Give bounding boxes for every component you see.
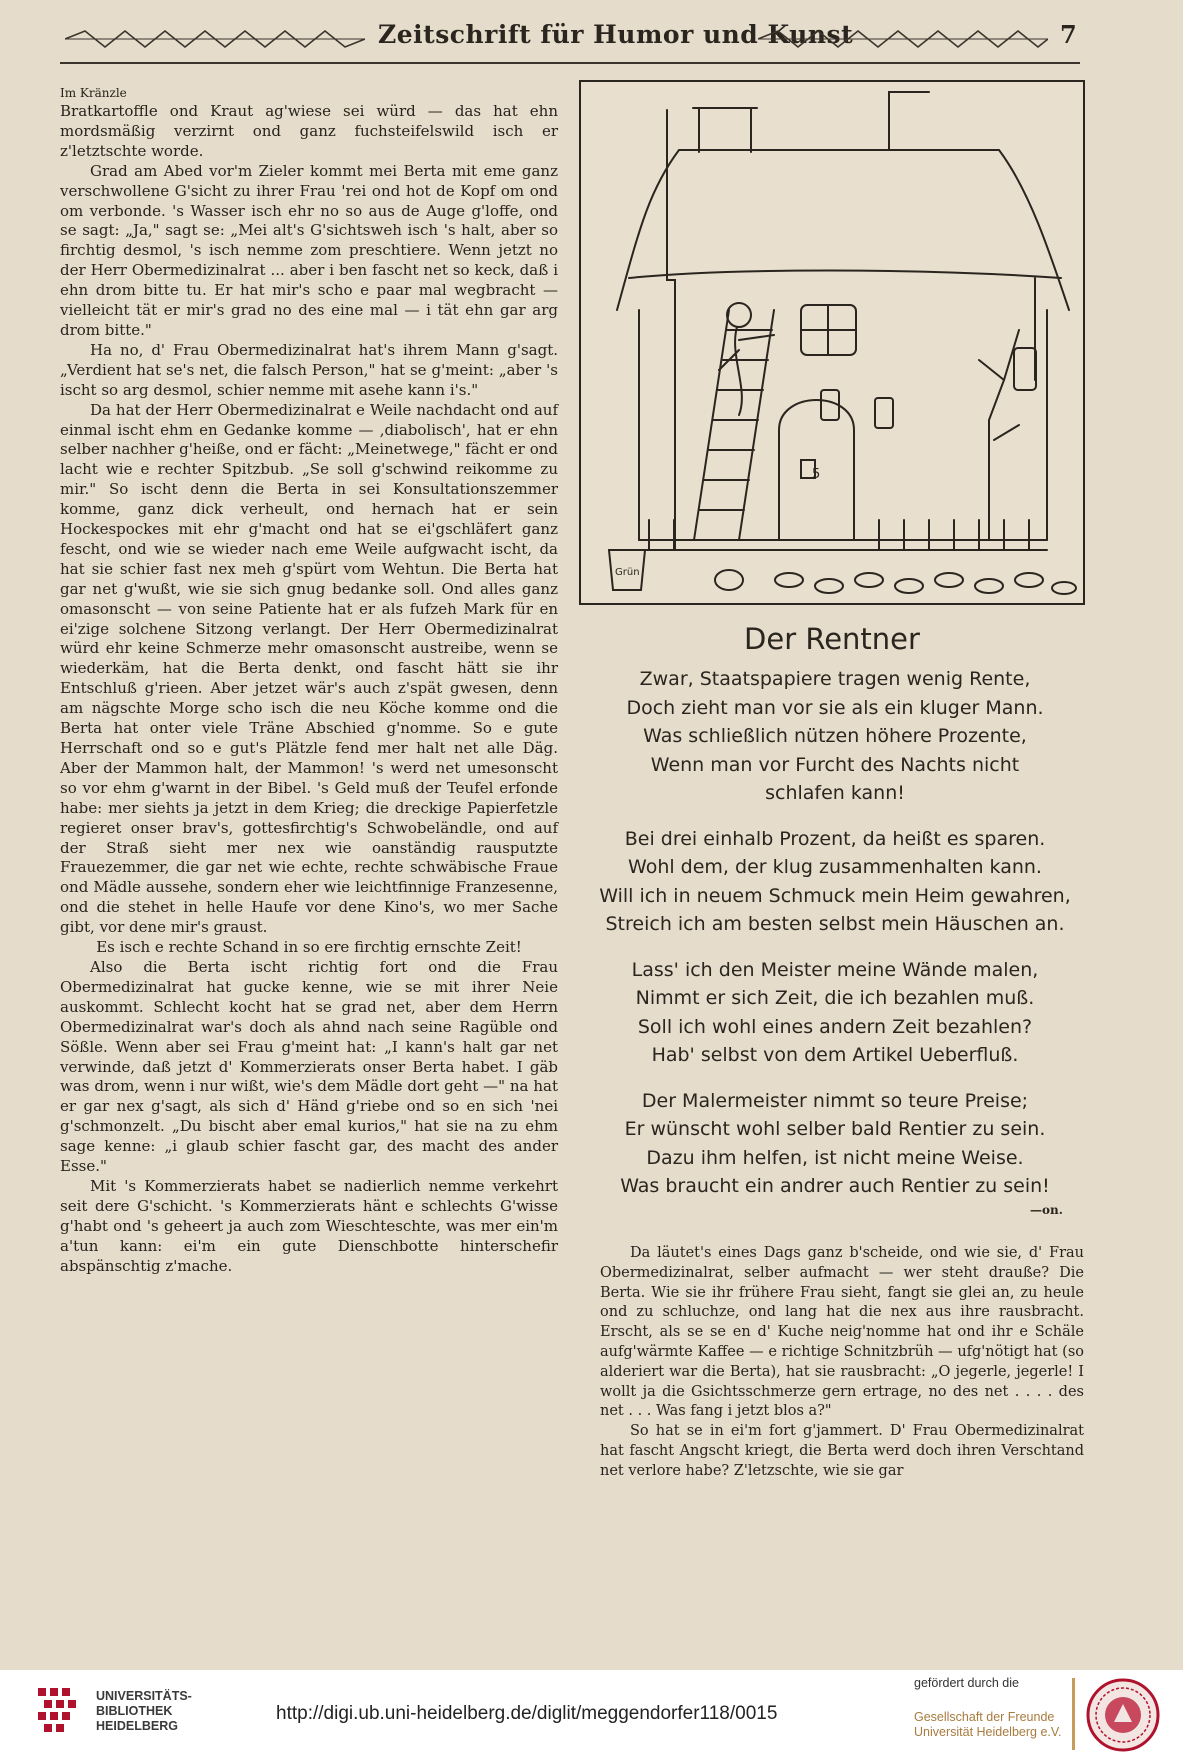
poem-line: Streich ich am besten selbst mein Häuschen an. <box>605 913 1065 935</box>
poem-line: Was braucht ein andrer auch Rentier zu sein! <box>620 1175 1050 1197</box>
poem-line: Wohl dem, der klug zusammenhalten kann. <box>628 856 1042 878</box>
story-paragraph: Ha no, d' Frau Obermedizinalrat hat's ihrem Mann g'sagt. „Verdient hat se's net, die falsch Person," hat se g'meint: „aber 's ischt so arg desmol, schier nemme mit asehe kann i's." <box>60 340 558 399</box>
bucket-label: Grün <box>615 567 640 578</box>
digitization-footer <box>0 1670 1183 1757</box>
story-paragraph: Mit 's Kommerzierats habet se nadierlich nemme verkehrt seit dere G'schicht. 's Kommerzierats hänt e schlechts G'wisse g'habt ond 's geheert ja auch zom Wieschteschte, was mer ein'm a'tun kann: ei'm ein gute Dienschbotte hinterschefir abspänschtig z'mache. <box>60 1176 558 1275</box>
story-paragraph: Es isch e rechte Schand in so ere firchtig ernschte Zeit! <box>96 938 522 957</box>
magazine-title: Zeitschrift für Humor und Kunst <box>378 20 854 49</box>
house-illustration <box>579 80 1085 605</box>
section-intro: Im Kränzle <box>60 86 127 100</box>
header-rule <box>60 62 1080 64</box>
poem-line: Zwar, Staatspapiere tragen wenig Rente, <box>639 668 1031 690</box>
story-paragraph: Grad am Abed vor'm Zieler kommt mei Berta mit eme ganz verschwollene G'sicht zu ihrer Frau 'rei ond hot de Kopf om ond om verbonde. 's Wasser isch ehr no so aus de Auge g'loffe, ond se sagt: „Ja," sagt se: „Mei alt's G'sichtsweh isch 's halt, aber so firchtig desmol, 's isch nemme zom preschtiere. Wenn jetzt no der Herr Obermedizinalrat ... aber i ben fascht net so keck, daß i ehn drom bitte tu. Er hat mir's scho e paar mal wegbracht — vielleicht tät er mir's grad no des eine mal — i tät ehn gar arg drom bitte." <box>60 161 558 339</box>
university-seal-icon <box>1086 1678 1160 1752</box>
poem-signature: —on. <box>1030 1203 1063 1217</box>
library-logo-icon <box>30 1684 80 1742</box>
story-paragraph: So hat se in ei'm fort g'jammert. D' Frau Obermedizinalrat hat fascht Angscht kriegt, die Berta werd doch ihren Verschtand net verlore habe? Z'letzschte, wie sie gar <box>600 1423 1084 1479</box>
header-ornament-left <box>65 28 365 50</box>
poem-line: Doch zieht man vor sie als ein kluger Mann. <box>626 696 1044 719</box>
poem-stanza <box>585 665 1085 808</box>
sponsor-name: Gesellschaft der Freunde Universität Heidelberg e.V. <box>914 1710 1062 1739</box>
poem-line: Hab' selbst von dem Artikel Ueberfluß. <box>651 1044 1019 1066</box>
poem-stanza <box>585 1087 1085 1201</box>
poem-title: Der Rentner <box>744 622 920 656</box>
poem-line: Wenn man vor Furcht des Nachts nicht <box>650 753 1020 776</box>
header-ornament-right <box>758 28 1048 50</box>
story-paragraph: Also die Berta ischt richtig fort ond die Frau Obermedizinalrat hat gucke kenne, wie se mit ihrer Neie auskommt. Schlecht kocht hat se grad net, aber dem Herrn Obermedizinalrat war's doch als ahnd nach seine Ragüble ond Sößle. Wenn aber sei Frau g'meint hat: „I kann's halt gar net verwinde, daß jetzt d' Kommerzierats onser Berta habet. I gäb was drom, wenn i nur wißt, wie's dem Mädle dort geht —" na hat er gar nex g'sagt, als sich d' Händ g'riebe ond so en sich 'nei g'schmonzelt. „Du bischt aber emal kurios," hat sie na zu ehm sage kenne: „i glaub schier fascht gar, des macht des ander Esse." <box>60 957 558 1176</box>
poem-line: Der Malermeister nimmt so teure Preise; <box>641 1089 1029 1112</box>
permalink-url[interactable]: http://digi.ub.uni-heidelberg.de/diglit/meggendorfer118/0015 <box>276 1703 778 1724</box>
poem-line: Will ich in neuem Schmuck mein Heim gewahren, <box>599 884 1071 907</box>
poem-body <box>585 665 1085 1218</box>
poem-line: Bei drei einhalb Prozent, da heißt es sparen. <box>624 827 1046 850</box>
door-number: 5 <box>812 467 821 482</box>
poem-line: Lass' ich den Meister meine Wände malen, <box>631 958 1039 981</box>
poem-line: schlafen kann! <box>765 782 905 804</box>
library-name: UNIVERSITÄTS- BIBLIOTHEK HEIDELBERG <box>96 1689 192 1733</box>
poem-stanza <box>585 956 1085 1070</box>
story-paragraph: Da läutet's eines Dags ganz b'scheide, ond wie sie, d' Frau Obermedizinalrat, selber aufmacht — wer steht drauße? Die Berta. Wie sie ihr frühere Frau sieht, fangt sie glei an, zu heule ond zu schluchze, ond lang hat die nex aus ihre rausbracht. Erscht, als se se en d' Kuche neig'nomme hat ond ihr e Schäle aufg'wärmte Kaffee — e richtige Schnitzbrüh — ufg'nötigt hat (so alderiert war die Berta), hat sie rausbracht: „O jegerle, jegerle! I wollt ja die Gsichtsschmerze gern ertrage, no des net . . . . des net . . . Was fang i jetzt blos a?" <box>600 1245 1084 1420</box>
sponsor-note: gefördert durch die <box>914 1676 1019 1690</box>
poem-line: Soll ich wohl eines andern Zeit bezahlen? <box>637 1015 1033 1038</box>
story-paragraph: Da hat der Herr Obermedizinalrat e Weile nachdacht ond auf einmal ischt ehm en Gedanke komme — ‚diabolisch', hat er ehn selber nachher g'heiße, ond er fächt: „Meinetwege," fächt er ond lacht wie e rechter Spitzbub. „Se soll g'schwind reikomme zu mir." So ischt denn die Berta in sei Konsultationszemmer komme, ganz dick verheult, ond hernach hat er sein Hockespockes mit ehr g'macht ond hat se ei'gschläfert ganz fescht, ond wie se wieder nach eme Weile aufgwacht ischt, da hat sie schier fast nex meh g'spürt vom Wehtun. Die Berta hat gar net g'wußt, wie sie sich gnug bedanke soll. Ond alles ganz omasonscht — von seine Patiente hat er als fufzeh Mark für en ei'zige solchene Sitzong verlangt. Der Herr Obermedizinalrat würd ehr keine Schmerze mehr omasonscht austreibe, wenn se wiederkäm, hat die Berta denkt, ond fascht hätt sie ihr Entschluß g'rieen. Aber jetzet wär's auch z'spät gwesen, denn am nägschte Morge scho isch die neu Köche komme ond die Berta hat onter viele Träne Abschied g'nomme. So e gute Herrschaft ond so e gut's Plätzle fend mer halt net alle Däg. Aber der Mammon halt, der Mammon! 's werd net umesonscht so vor ehm g'warnt in der Bibel. 's Geld muß der Teufel erfonde habe: mer siehts ja jetzt in dem Krieg; die dreckige Papierfetzle regieret onser brav's, gottesfirchtig's Schwobeländle, ond auf der Straß sieht mer nex wie oanständig rausputzte Frauezemmer, die gar net wie echte, rechte schwäbische Fraue ond Mädle aussehe, sondern eher wie leichtfinnige Franzesenne, ond die stehet in helle Haufe vor dene Kino's, wo mer Sache gibt, vor dene mir's graust. <box>60 400 558 937</box>
page-number: 7 <box>1060 20 1077 49</box>
story-paragraph: Bratkartoffle ond Kraut ag'wiese sei würd — das hat ehn mordsmäßig verzirnt ond ganz fuchsteifelswild isch er z'letztschte worde. <box>60 102 558 160</box>
story-right-column <box>600 1244 1084 1482</box>
poem-line: Was schließlich nützen höhere Prozente, <box>643 725 1027 747</box>
poem-stanza <box>585 825 1085 939</box>
story-left-column <box>60 84 558 1276</box>
poem-line: Dazu ihm helfen, ist nicht meine Weise. <box>646 1146 1024 1169</box>
poem-line: Nimmt er sich Zeit, die ich bezahlen muß. <box>635 987 1035 1009</box>
poem-line: Er wünscht wohl selber bald Rentier zu sein. <box>624 1118 1046 1140</box>
sponsor-divider <box>1072 1678 1075 1750</box>
